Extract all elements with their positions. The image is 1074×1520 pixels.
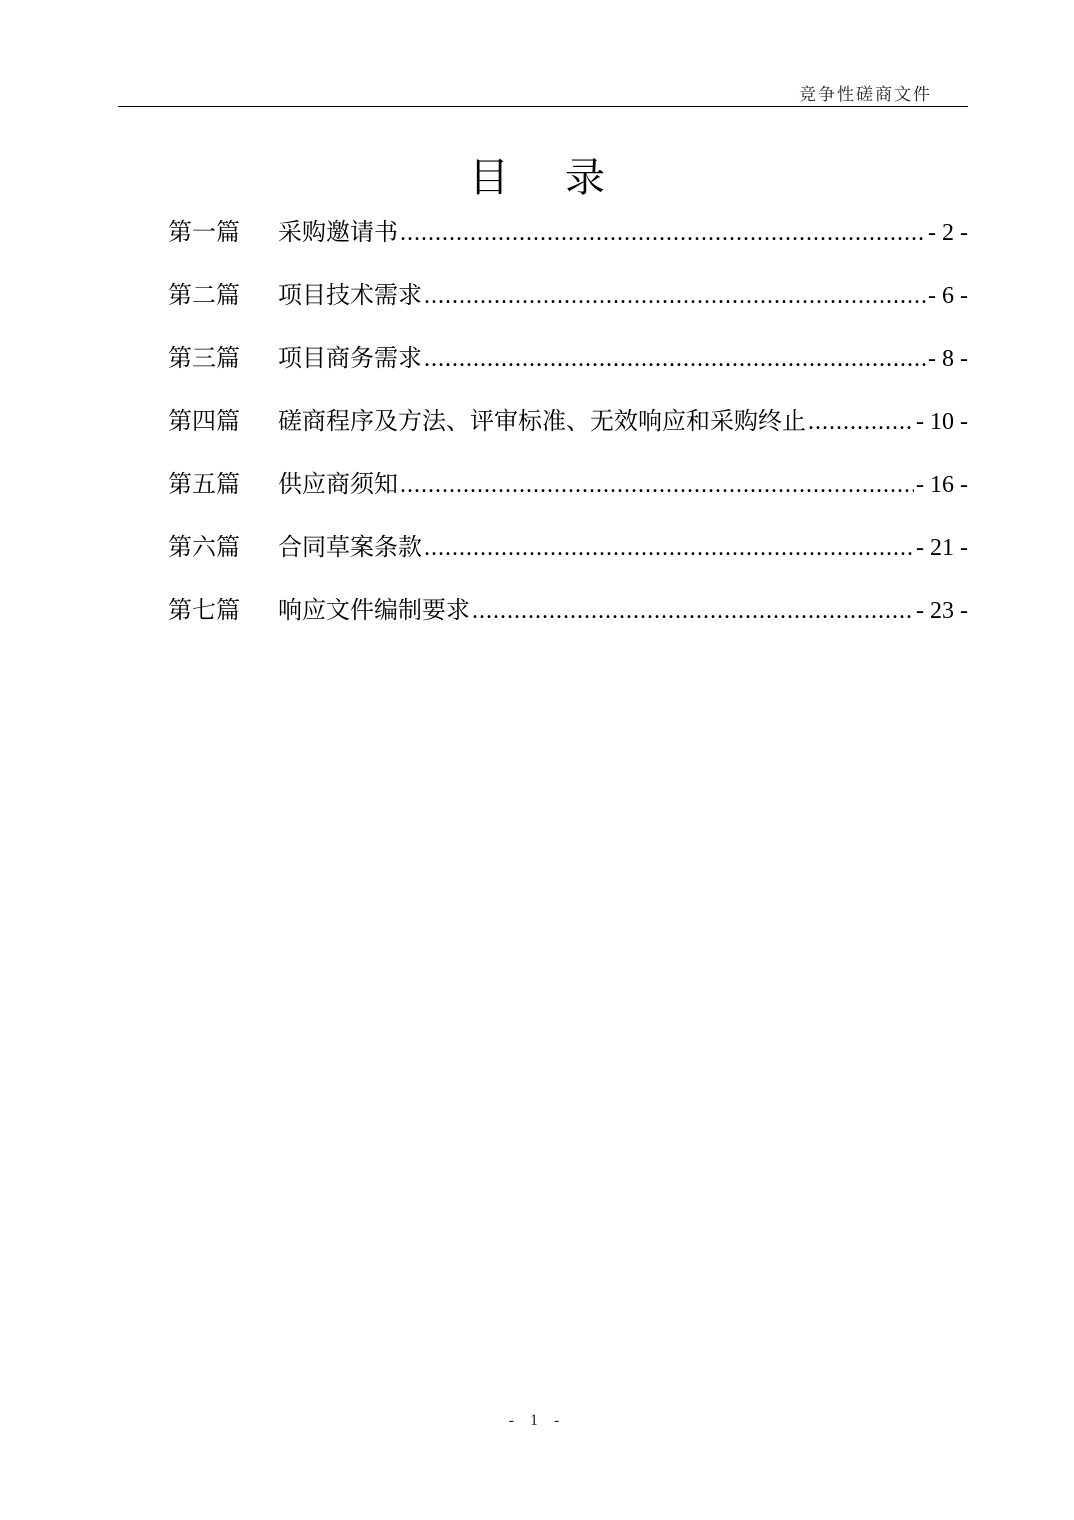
toc-entry[interactable] xyxy=(168,338,968,401)
toc-entry[interactable] xyxy=(168,590,968,653)
toc-entry[interactable] xyxy=(168,401,968,464)
toc-chapter-title: 合同草案条款 xyxy=(278,533,422,561)
toc-page-number: - 21 - xyxy=(916,535,968,561)
toc-chapter-number: 第一篇 xyxy=(168,218,240,246)
toc-page-number: - 6 - xyxy=(928,283,968,309)
toc-dot-leader xyxy=(424,283,926,310)
toc-chapter-title: 供应商须知 xyxy=(278,470,398,498)
toc-chapter-title: 项目商务需求 xyxy=(278,344,422,372)
toc-entry[interactable] xyxy=(168,527,968,590)
toc-entry[interactable] xyxy=(168,275,968,338)
toc-chapter-title: 响应文件编制要求 xyxy=(278,596,470,624)
toc-title: 目录 xyxy=(469,155,661,201)
toc-chapter-number: 第二篇 xyxy=(168,281,240,309)
toc-entry[interactable] xyxy=(168,464,968,527)
toc-chapter-number: 第三篇 xyxy=(168,344,240,372)
toc-chapter-title: 项目技术需求 xyxy=(278,281,422,309)
toc-page-number: - 10 - xyxy=(916,409,968,435)
toc-chapter-number: 第五篇 xyxy=(168,470,240,498)
header-text: 竞争性磋商文件 xyxy=(799,85,932,105)
toc-chapter-number: 第七篇 xyxy=(168,596,240,624)
toc-chapter-title: 采购邀请书 xyxy=(278,218,398,246)
page-footer-number: - 1 - xyxy=(508,1412,566,1429)
toc-dot-leader xyxy=(472,598,914,625)
toc-chapter-number: 第四篇 xyxy=(168,407,240,435)
toc-entry[interactable] xyxy=(168,212,968,275)
toc-dot-leader xyxy=(400,472,914,499)
toc-page-number: - 2 - xyxy=(928,220,968,246)
page-header xyxy=(118,78,968,107)
toc-dot-leader xyxy=(424,346,926,373)
toc-page-number: - 23 - xyxy=(916,598,968,624)
toc-dot-leader xyxy=(808,409,914,436)
toc-dot-leader xyxy=(424,535,914,562)
toc-dot-leader xyxy=(400,220,926,247)
toc-chapter-number: 第六篇 xyxy=(168,533,240,561)
toc-page-number: - 16 - xyxy=(916,472,968,498)
table-of-contents xyxy=(168,212,968,653)
toc-page-number: - 8 - xyxy=(928,346,968,372)
toc-chapter-title: 磋商程序及方法、评审标准、无效响应和采购终止 xyxy=(278,407,806,435)
